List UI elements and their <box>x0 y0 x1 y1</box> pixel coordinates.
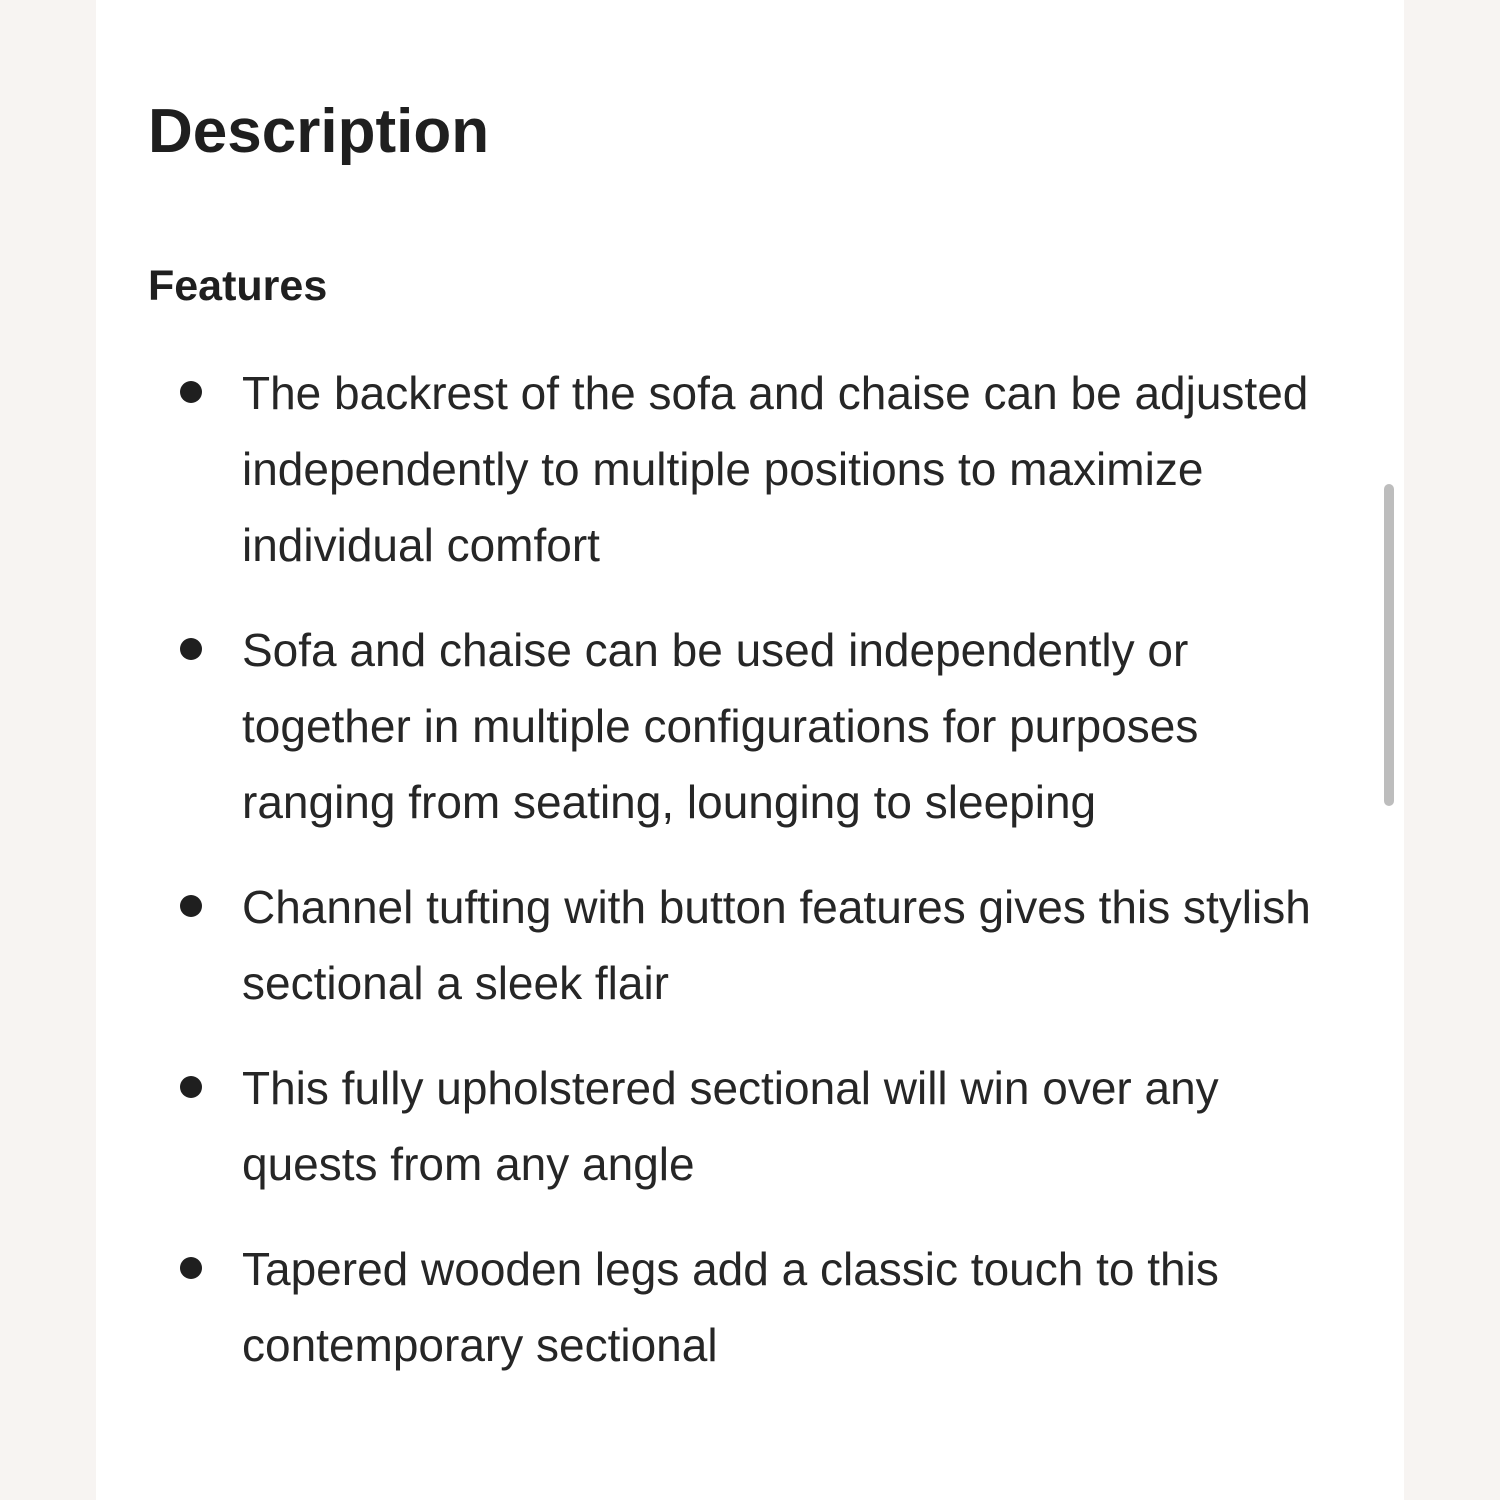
description-panel <box>96 0 1404 1500</box>
list-item <box>96 1231 1404 1383</box>
bullet-dot-icon <box>180 638 202 660</box>
list-item <box>96 612 1404 840</box>
bullet-dot-icon <box>180 381 202 403</box>
list-item <box>96 355 1404 583</box>
feature-text: Tapered wooden legs add a classic touch to this contemporary sectional <box>242 1243 1219 1371</box>
feature-text: Sofa and chaise can be used independently or together in multiple configurations for purposes ranging from seating, lounging to sleeping <box>242 624 1199 828</box>
list-item <box>96 1050 1404 1202</box>
features-heading: Features <box>148 262 328 310</box>
feature-text: The backrest of the sofa and chaise can be adjusted independently to multiple positions to maximize individual comfort <box>242 367 1309 571</box>
feature-text: Channel tufting with button features gives this stylish sectional a sleek flair <box>242 881 1311 1009</box>
feature-text: This fully upholstered sectional will win over any quests from any angle <box>242 1062 1219 1190</box>
list-item <box>96 869 1404 1021</box>
features-list <box>96 355 1404 1412</box>
bullet-dot-icon <box>180 1257 202 1279</box>
bullet-dot-icon <box>180 895 202 917</box>
page-title: Description <box>148 97 490 166</box>
vertical-scrollbar[interactable] <box>1384 484 1394 806</box>
bullet-dot-icon <box>180 1076 202 1098</box>
